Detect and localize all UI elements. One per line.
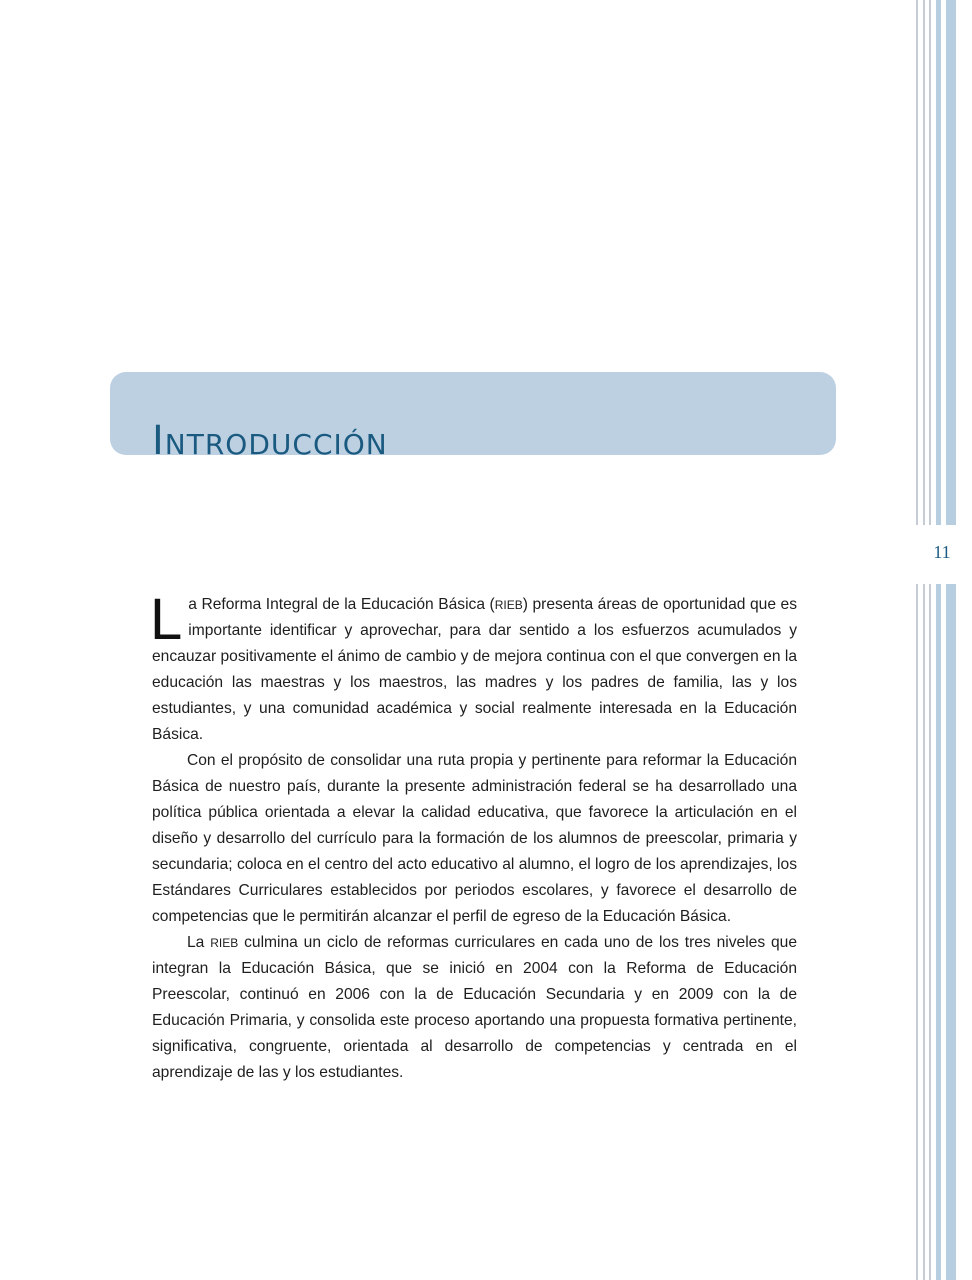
abbreviation: RIEB <box>494 598 523 612</box>
stripe <box>946 0 956 525</box>
body-text <box>150 587 798 1086</box>
stripe <box>923 0 925 525</box>
paragraph-1: La Reforma Integral de la Educación Básica (RIEB) presenta áreas de oportunidad que es importante identificar y aprovechar, para dar sentido a los esfuerzos acumulados y encauzar positivamente el ánimo de cambio y de mejora continua con el que convergen en la educación las maestras y los maestros, las madres y los padres de familia, las y los estudiantes, y una comunidad académica y social realmente interesada en la Educación Básica. <box>150 587 797 743</box>
paragraph-3: La RIEB culmina un ciclo de reformas curriculares en cada uno de los tres niveles que integran la Educación Básica, que se inició en 2004 con la Reforma de Educación Preescolar, continuó en 2006 con la de Educación Secundaria y en 2009 con la de Educación Primaria, y consolida este proceso aportando una propuesta formativa pertinente, significativa, congruente, orientada al desarrollo de competencias y centrada en el aprendizaje de las y los estudiantes. <box>152 934 798 1081</box>
paragraph-2: Con el propósito de consolidar una ruta propia y pertinente para reformar la Educación Básica de nuestro país, durante la presente administración federal se ha desarrollado una política pública orientada a elevar la calidad educativa, que favorece la articulación en el diseño y desarrollo del currículo para la formación de los alumnos de preescolar, primaria y secundaria; coloca en el centro del acto educativo al alumno, el logro de los aprendizajes, los Estándares Curriculares establecidos por periodos escolares, y favorece el desarrollo de competencias que le permitirán alcanzar el perfil de egreso de la Educación Básica. <box>152 752 797 925</box>
stripe <box>936 0 941 525</box>
stripe <box>916 0 918 525</box>
abbreviation: RIEB <box>210 936 239 950</box>
page-number: 11 <box>933 542 951 562</box>
section-title: Introducción <box>152 417 388 464</box>
stripe <box>946 584 956 1280</box>
stripe <box>929 584 931 1280</box>
stripe <box>916 584 918 1280</box>
drop-cap: L <box>150 587 183 652</box>
stripe <box>929 0 931 525</box>
section-title-banner <box>110 372 836 464</box>
stripe <box>936 584 941 1280</box>
stripe <box>923 584 925 1280</box>
